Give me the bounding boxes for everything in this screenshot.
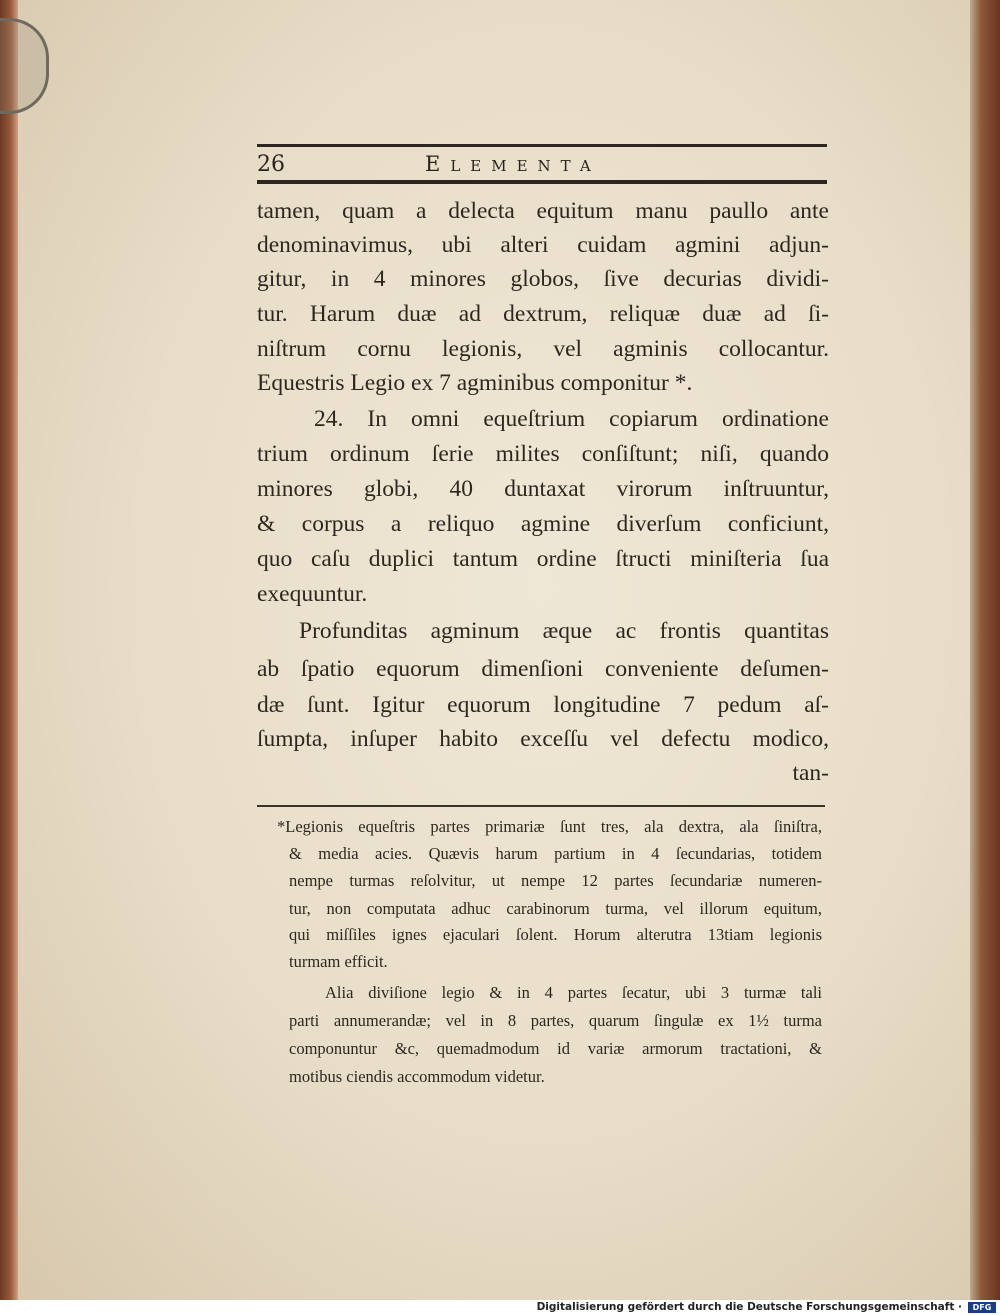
catchword: tan-	[792, 760, 829, 786]
body-line: Equestris Legio ex 7 agminibus componitur *.	[257, 370, 693, 396]
footnote-line: tur, non computata adhuc carabinorum turma, vel illorum equitum,	[289, 899, 822, 918]
body-line: denominavimus, ubi alteri cuidam agmini adjun-	[257, 232, 829, 258]
body-line: 24. In omni equeſtrium copiarum ordinatione	[314, 406, 829, 432]
body-line: quo caſu duplici tantum ordine ſtructi miniſteria ſua	[257, 546, 829, 572]
footnote-line: parti annumerandæ; vel in 8 partes, quarum ſingulæ ex 1½ turma	[289, 1011, 822, 1030]
body-line: dæ ſunt. Igitur equorum longitudine 7 pedum aſ-	[257, 692, 829, 718]
running-title: Elementa	[425, 152, 601, 176]
body-line: & corpus a reliquo agmine diverſum conficiunt,	[257, 511, 829, 537]
body-line: minores globi, 40 duntaxat virorum inſtruuntur,	[257, 476, 829, 502]
book-edge-right	[968, 0, 1000, 1300]
footnote-line: turmam efficit.	[289, 952, 388, 971]
page-number: 26	[257, 152, 285, 177]
body-line: exequuntur.	[257, 581, 368, 607]
body-line: niſtrum cornu legionis, vel agminis collocantur.	[257, 336, 829, 362]
funding-credit: Digitalisierung gefördert durch die Deutsche Forschungsgemeinschaft ·	[536, 1301, 962, 1313]
dfg-logo: DFG	[968, 1302, 996, 1313]
body-line: ab ſpatio equorum dimenſioni conveniente deſumen-	[257, 656, 829, 682]
footnote-rule	[257, 805, 825, 807]
footnote-line: & media acies. Quævis harum partium in 4 ſecundarias, totidem	[289, 844, 822, 863]
header-rule-bottom	[257, 180, 827, 184]
body-line: gitur, in 4 minores globos, ſive decurias dividi-	[257, 266, 829, 292]
body-line: tur. Harum duæ ad dextrum, reliquæ duæ ad ſi-	[257, 301, 829, 327]
footnote-line: Alia diviſione legio & in 4 partes ſecatur, ubi 3 turmæ tali	[325, 983, 822, 1002]
footnote-line: *Legionis equeſtris partes primariæ ſunt tres, ala dextra, ala ſiniſtra,	[277, 817, 822, 836]
body-line: ſumpta, inſuper habito exceſſu vel defectu modico,	[257, 726, 829, 752]
footnote-line: nempe turmas reſolvitur, ut nempe 12 partes ſecundariæ numeren-	[289, 871, 822, 890]
footnote-line: componuntur &c, quemadmodum id variæ armorum tractationi, &	[289, 1039, 822, 1058]
header-rule-top	[257, 144, 827, 147]
body-line: trium ordinum ſerie milites conſiſtunt; niſi, quando	[257, 441, 829, 467]
footnote-line: motibus ciendis accommodum videtur.	[289, 1067, 545, 1086]
body-line: Profunditas agminum æque ac frontis quantitas	[299, 618, 829, 644]
running-header	[257, 140, 827, 190]
body-line: tamen, quam a delecta equitum manu paullo ante	[257, 198, 829, 224]
footnote-line: qui miſſiles ignes ejaculari ſolent. Horum alterutra 13tiam legionis	[289, 925, 822, 944]
digitization-footer	[0, 1300, 1000, 1315]
